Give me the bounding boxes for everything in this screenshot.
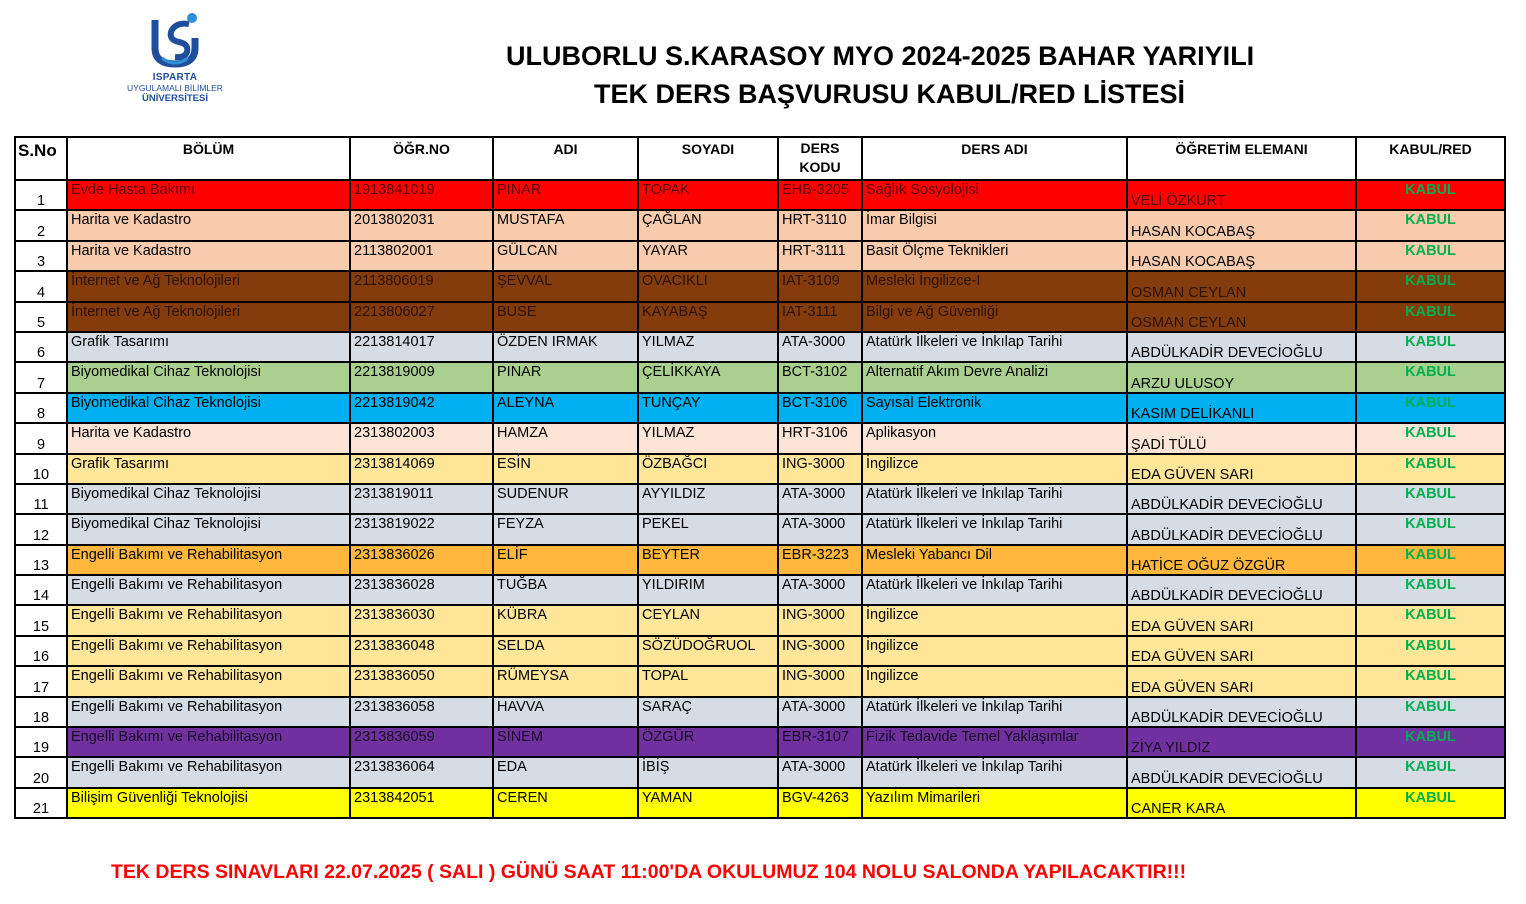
cell-ders-kodu: HRT-3106 xyxy=(778,423,862,453)
cell-kabul-red: KABUL xyxy=(1356,393,1505,423)
cell-ders-kodu: ATA-3000 xyxy=(778,697,862,727)
cell-soyadi: İBİŞ xyxy=(638,757,778,787)
header-ders-kodu-line-2: KODU xyxy=(799,159,841,175)
cell-kabul-red: KABUL xyxy=(1356,302,1505,332)
cell-bolum: Grafik Tasarımı xyxy=(67,454,350,484)
header-ogrno: ÖĞR.NO xyxy=(350,137,493,180)
cell-kabul-red: KABUL xyxy=(1356,210,1505,240)
header-sno: S.No xyxy=(15,137,67,180)
cell-ogrno: 1913841019 xyxy=(350,180,493,210)
cell-bolum: Harita ve Kadastro xyxy=(67,423,350,453)
cell-ders-kodu: IAT-3109 xyxy=(778,271,862,301)
cell-soyadi: SÖZÜDOĞRUOL xyxy=(638,636,778,666)
header-kabul-red: KABUL/RED xyxy=(1356,137,1505,180)
cell-adi: SUDENUR xyxy=(493,484,638,514)
cell-soyadi: KAYABAŞ xyxy=(638,302,778,332)
cell-ogrno: 2313842051 xyxy=(350,788,493,818)
header-ogretim-elemani: ÖĞRETİM ELEMANI xyxy=(1127,137,1356,180)
cell-ogrno: 2113802001 xyxy=(350,241,493,271)
cell-bolum: Biyomedikal Cihaz Teknolojisi xyxy=(67,393,350,423)
cell-adi: RÜMEYSA xyxy=(493,666,638,696)
application-list-table xyxy=(14,136,1506,819)
cell-soyadi: ÇAĞLAN xyxy=(638,210,778,240)
cell-ogretim-elemani: ABDÜLKADİR DEVECİOĞLU xyxy=(1127,332,1356,362)
cell-sno: 11 xyxy=(15,484,67,514)
cell-ders-adi: Atatürk İlkeleri ve İnkılap Tarihi xyxy=(862,575,1127,605)
cell-bolum: Grafik Tasarımı xyxy=(67,332,350,362)
cell-soyadi: TOPAK xyxy=(638,180,778,210)
cell-kabul-red: KABUL xyxy=(1356,180,1505,210)
cell-ogrno: 2313836064 xyxy=(350,757,493,787)
cell-sno: 17 xyxy=(15,666,67,696)
cell-sno: 7 xyxy=(15,362,67,392)
cell-bolum: Biyomedikal Cihaz Teknolojisi xyxy=(67,484,350,514)
cell-ogretim-elemani: OSMAN CEYLAN xyxy=(1127,302,1356,332)
table-row xyxy=(15,180,1505,210)
cell-ogretim-elemani: EDA GÜVEN SARI xyxy=(1127,666,1356,696)
cell-ders-adi: Basit Ölçme Teknikleri xyxy=(862,241,1127,271)
cell-ders-kodu: ING-3000 xyxy=(778,636,862,666)
cell-kabul-red: KABUL xyxy=(1356,423,1505,453)
cell-adi: FEYZA xyxy=(493,514,638,544)
cell-ogrno: 2313819011 xyxy=(350,484,493,514)
cell-bolum: Evde Hasta Bakımı xyxy=(67,180,350,210)
table-header-row xyxy=(15,137,1505,180)
cell-ders-kodu: ATA-3000 xyxy=(778,514,862,544)
cell-adi: ŞEVVAL xyxy=(493,271,638,301)
table-row xyxy=(15,423,1505,453)
cell-sno: 12 xyxy=(15,514,67,544)
cell-adi: KÜBRA xyxy=(493,605,638,635)
cell-adi: HAVVA xyxy=(493,697,638,727)
cell-ogretim-elemani: HASAN KOCABAŞ xyxy=(1127,210,1356,240)
cell-kabul-red: KABUL xyxy=(1356,241,1505,271)
cell-bolum: Bilişim Güvenliği Teknolojisi xyxy=(67,788,350,818)
cell-ders-adi: İngilizce xyxy=(862,454,1127,484)
cell-bolum: Biyomedikal Cihaz Teknolojisi xyxy=(67,514,350,544)
cell-ders-adi: Bilgi ve Ağ Güvenliği xyxy=(862,302,1127,332)
table-row xyxy=(15,271,1505,301)
cell-sno: 4 xyxy=(15,271,67,301)
table-row xyxy=(15,605,1505,635)
cell-ogretim-elemani: ABDÜLKADİR DEVECİOĞLU xyxy=(1127,484,1356,514)
cell-sno: 20 xyxy=(15,757,67,787)
cell-kabul-red: KABUL xyxy=(1356,484,1505,514)
cell-ders-kodu: EBR-3107 xyxy=(778,727,862,757)
cell-ders-adi: Atatürk İlkeleri ve İnkılap Tarihi xyxy=(862,757,1127,787)
cell-ders-kodu: IAT-3111 xyxy=(778,302,862,332)
cell-ders-kodu: HRT-3110 xyxy=(778,210,862,240)
cell-sno: 6 xyxy=(15,332,67,362)
cell-sno: 21 xyxy=(15,788,67,818)
cell-ders-kodu: HRT-3111 xyxy=(778,241,862,271)
cell-ogretim-elemani: HATİCE OĞUZ ÖZGÜR xyxy=(1127,545,1356,575)
cell-ogrno: 2313814069 xyxy=(350,454,493,484)
cell-ders-kodu: ATA-3000 xyxy=(778,575,862,605)
cell-ogrno: 2213806027 xyxy=(350,302,493,332)
cell-kabul-red: KABUL xyxy=(1356,454,1505,484)
cell-bolum: İnternet ve Ağ Teknolojileri xyxy=(67,302,350,332)
cell-bolum: Engelli Bakımı ve Rehabilitasyon xyxy=(67,697,350,727)
cell-adi: ÖZDEN IRMAK xyxy=(493,332,638,362)
exam-announcement: TEK DERS SINAVLARI 22.07.2025 ( SALI ) GÜNÜ SAAT 11:00'DA OKULUMUZ 104 NOLU SALONDA YAPILACAKTIR!!! xyxy=(111,861,1187,883)
cell-kabul-red: KABUL xyxy=(1356,545,1505,575)
cell-sno: 1 xyxy=(15,180,67,210)
logo-line-2: UYGULAMALI BİLİMLER xyxy=(127,83,223,93)
cell-sno: 9 xyxy=(15,423,67,453)
cell-bolum: Engelli Bakımı ve Rehabilitasyon xyxy=(67,575,350,605)
cell-ogrno: 2313836048 xyxy=(350,636,493,666)
cell-kabul-red: KABUL xyxy=(1356,666,1505,696)
cell-ders-kodu: BGV-4263 xyxy=(778,788,862,818)
cell-bolum: Harita ve Kadastro xyxy=(67,210,350,240)
cell-ders-adi: Atatürk İlkeleri ve İnkılap Tarihi xyxy=(862,484,1127,514)
cell-bolum: Engelli Bakımı ve Rehabilitasyon xyxy=(67,666,350,696)
cell-ogrno: 2113806019 xyxy=(350,271,493,301)
cell-bolum: Biyomedikal Cihaz Teknolojisi xyxy=(67,362,350,392)
cell-adi: ESİN xyxy=(493,454,638,484)
cell-ogretim-elemani: ABDÜLKADİR DEVECİOĞLU xyxy=(1127,757,1356,787)
cell-kabul-red: KABUL xyxy=(1356,788,1505,818)
cell-sno: 18 xyxy=(15,697,67,727)
cell-ogretim-elemani: EDA GÜVEN SARI xyxy=(1127,454,1356,484)
cell-sno: 14 xyxy=(15,575,67,605)
cell-sno: 19 xyxy=(15,727,67,757)
cell-ogretim-elemani: EDA GÜVEN SARI xyxy=(1127,636,1356,666)
cell-ogretim-elemani: ZİYA YILDIZ xyxy=(1127,727,1356,757)
header-ders-adi: DERS ADI xyxy=(862,137,1127,180)
cell-ogrno: 2313836050 xyxy=(350,666,493,696)
cell-bolum: İnternet ve Ağ Teknolojileri xyxy=(67,271,350,301)
header-ders-kodu-line-1: DERS xyxy=(800,140,840,156)
university-emblem-icon xyxy=(145,10,205,72)
cell-soyadi: ÖZBAĞCI xyxy=(638,454,778,484)
cell-bolum: Engelli Bakımı ve Rehabilitasyon xyxy=(67,605,350,635)
table-row xyxy=(15,393,1505,423)
cell-ders-adi: Mesleki İngilizce-I xyxy=(862,271,1127,301)
university-logo xyxy=(100,10,250,118)
cell-ogrno: 2313836026 xyxy=(350,545,493,575)
cell-ders-adi: Atatürk İlkeleri ve İnkılap Tarihi xyxy=(862,697,1127,727)
cell-ders-adi: İngilizce xyxy=(862,605,1127,635)
cell-sno: 5 xyxy=(15,302,67,332)
cell-ogretim-elemani: CANER KARA xyxy=(1127,788,1356,818)
cell-adi: SİNEM xyxy=(493,727,638,757)
cell-adi: ALEYNA xyxy=(493,393,638,423)
table-row xyxy=(15,332,1505,362)
table-row xyxy=(15,241,1505,271)
cell-ogrno: 2213814017 xyxy=(350,332,493,362)
table-row xyxy=(15,514,1505,544)
cell-bolum: Engelli Bakımı ve Rehabilitasyon xyxy=(67,636,350,666)
cell-ders-adi: Atatürk İlkeleri ve İnkılap Tarihi xyxy=(862,514,1127,544)
cell-soyadi: ÖZGÜR xyxy=(638,727,778,757)
cell-ders-kodu: BCT-3102 xyxy=(778,362,862,392)
cell-ogrno: 2213819009 xyxy=(350,362,493,392)
table-row xyxy=(15,636,1505,666)
cell-soyadi: AYYILDIZ xyxy=(638,484,778,514)
cell-bolum: Engelli Bakımı ve Rehabilitasyon xyxy=(67,545,350,575)
cell-kabul-red: KABUL xyxy=(1356,697,1505,727)
header-adi: ADI xyxy=(493,137,638,180)
document-title-line-1: ULUBORLU S.KARASOY MYO 2024-2025 BAHAR YARIYILI xyxy=(506,41,1255,71)
table-row xyxy=(15,727,1505,757)
table-row xyxy=(15,454,1505,484)
cell-adi: MUSTAFA xyxy=(493,210,638,240)
cell-adi: EDA xyxy=(493,757,638,787)
cell-ogrno: 2313836030 xyxy=(350,605,493,635)
cell-ders-adi: İngilizce xyxy=(862,666,1127,696)
table-row xyxy=(15,362,1505,392)
cell-kabul-red: KABUL xyxy=(1356,271,1505,301)
cell-sno: 2 xyxy=(15,210,67,240)
cell-kabul-red: KABUL xyxy=(1356,636,1505,666)
cell-ogrno: 2313836058 xyxy=(350,697,493,727)
cell-ders-kodu: ATA-3000 xyxy=(778,484,862,514)
cell-ogretim-elemani: HASAN KOCABAŞ xyxy=(1127,241,1356,271)
cell-ders-adi: Yazılım Mimarileri xyxy=(862,788,1127,818)
cell-adi: ELİF xyxy=(493,545,638,575)
cell-ogrno: 2313819022 xyxy=(350,514,493,544)
cell-adi: PINAR xyxy=(493,362,638,392)
cell-ogretim-elemani: ŞADİ TÜLÜ xyxy=(1127,423,1356,453)
document-title-line-2: TEK DERS BAŞVURUSU KABUL/RED LİSTESİ xyxy=(594,79,1186,109)
cell-ders-kodu: BCT-3106 xyxy=(778,393,862,423)
cell-soyadi: OVACIKLI xyxy=(638,271,778,301)
table-row xyxy=(15,697,1505,727)
table-row xyxy=(15,666,1505,696)
cell-bolum: Engelli Bakımı ve Rehabilitasyon xyxy=(67,727,350,757)
cell-ogretim-elemani: ARZU ULUSOY xyxy=(1127,362,1356,392)
table-row xyxy=(15,210,1505,240)
table-row xyxy=(15,484,1505,514)
table-row xyxy=(15,545,1505,575)
cell-soyadi: YAMAN xyxy=(638,788,778,818)
cell-soyadi: CEYLAN xyxy=(638,605,778,635)
cell-ders-kodu: EBR-3223 xyxy=(778,545,862,575)
cell-kabul-red: KABUL xyxy=(1356,575,1505,605)
cell-ogretim-elemani: VELİ ÖZKURT xyxy=(1127,180,1356,210)
cell-bolum: Harita ve Kadastro xyxy=(67,241,350,271)
cell-adi: PINAR xyxy=(493,180,638,210)
cell-soyadi: TUNÇAY xyxy=(638,393,778,423)
cell-ogretim-elemani: EDA GÜVEN SARI xyxy=(1127,605,1356,635)
cell-bolum: Engelli Bakımı ve Rehabilitasyon xyxy=(67,757,350,787)
cell-sno: 15 xyxy=(15,605,67,635)
cell-ogrno: 2313836028 xyxy=(350,575,493,605)
cell-ogretim-elemani: ABDÜLKADİR DEVECİOĞLU xyxy=(1127,575,1356,605)
cell-kabul-red: KABUL xyxy=(1356,727,1505,757)
cell-sno: 3 xyxy=(15,241,67,271)
cell-adi: HAMZA xyxy=(493,423,638,453)
cell-soyadi: BEYTER xyxy=(638,545,778,575)
cell-ders-adi: Fizik Tedavide Temel Yaklaşımlar xyxy=(862,727,1127,757)
cell-ders-adi: Sağlık Sosyolojisi xyxy=(862,180,1127,210)
cell-adi: GÜLCAN xyxy=(493,241,638,271)
cell-soyadi: PEKEL xyxy=(638,514,778,544)
cell-ogretim-elemani: KASIM DELİKANLI xyxy=(1127,393,1356,423)
table-row xyxy=(15,788,1505,818)
header-ders-kodu xyxy=(778,137,862,180)
cell-adi: CEREN xyxy=(493,788,638,818)
cell-soyadi: YAYAR xyxy=(638,241,778,271)
cell-adi: TUĞBA xyxy=(493,575,638,605)
cell-ogretim-elemani: ABDÜLKADİR DEVECİOĞLU xyxy=(1127,514,1356,544)
cell-soyadi: SARAÇ xyxy=(638,697,778,727)
cell-ders-adi: Mesleki Yabancı Dil xyxy=(862,545,1127,575)
cell-ogrno: 2313802003 xyxy=(350,423,493,453)
cell-ders-adi: Atatürk İlkeleri ve İnkılap Tarihi xyxy=(862,332,1127,362)
cell-ogrno: 2313836059 xyxy=(350,727,493,757)
table-row xyxy=(15,757,1505,787)
cell-ogretim-elemani: OSMAN CEYLAN xyxy=(1127,271,1356,301)
cell-ders-adi: Sayısal Elektronik xyxy=(862,393,1127,423)
cell-sno: 8 xyxy=(15,393,67,423)
cell-ders-kodu: ATA-3000 xyxy=(778,332,862,362)
cell-soyadi: ÇELİKKAYA xyxy=(638,362,778,392)
cell-ders-kodu: ATA-3000 xyxy=(778,757,862,787)
cell-sno: 13 xyxy=(15,545,67,575)
cell-kabul-red: KABUL xyxy=(1356,514,1505,544)
logo-line-3: ÜNİVERSİTESİ xyxy=(142,93,208,104)
cell-ogrno: 2013802031 xyxy=(350,210,493,240)
cell-ogrno: 2213819042 xyxy=(350,393,493,423)
cell-soyadi: YILDIRIM xyxy=(638,575,778,605)
cell-ders-adi: Alternatif Akım Devre Analizi xyxy=(862,362,1127,392)
cell-kabul-red: KABUL xyxy=(1356,605,1505,635)
cell-ders-kodu: ING-3000 xyxy=(778,666,862,696)
cell-ders-kodu: ING-3000 xyxy=(778,454,862,484)
cell-ders-adi: Aplikasyon xyxy=(862,423,1127,453)
cell-soyadi: TOPAL xyxy=(638,666,778,696)
cell-ogretim-elemani: ABDÜLKADİR DEVECİOĞLU xyxy=(1127,697,1356,727)
cell-kabul-red: KABUL xyxy=(1356,757,1505,787)
cell-kabul-red: KABUL xyxy=(1356,362,1505,392)
cell-ders-kodu: ING-3000 xyxy=(778,605,862,635)
header-soyadi: SOYADI xyxy=(638,137,778,180)
header-bolum: BÖLÜM xyxy=(67,137,350,180)
table-row xyxy=(15,302,1505,332)
cell-soyadi: YILMAZ xyxy=(638,423,778,453)
cell-soyadi: YILMAZ xyxy=(638,332,778,362)
logo-line-1: ISPARTA xyxy=(152,72,198,83)
cell-ders-adi: İngilizce xyxy=(862,636,1127,666)
cell-sno: 16 xyxy=(15,636,67,666)
cell-ders-adi: İmar Bilgisi xyxy=(862,210,1127,240)
cell-sno: 10 xyxy=(15,454,67,484)
cell-adi: BUSE xyxy=(493,302,638,332)
cell-adi: SELDA xyxy=(493,636,638,666)
cell-kabul-red: KABUL xyxy=(1356,332,1505,362)
table-row xyxy=(15,575,1505,605)
cell-ders-kodu: EHB-3205 xyxy=(778,180,862,210)
